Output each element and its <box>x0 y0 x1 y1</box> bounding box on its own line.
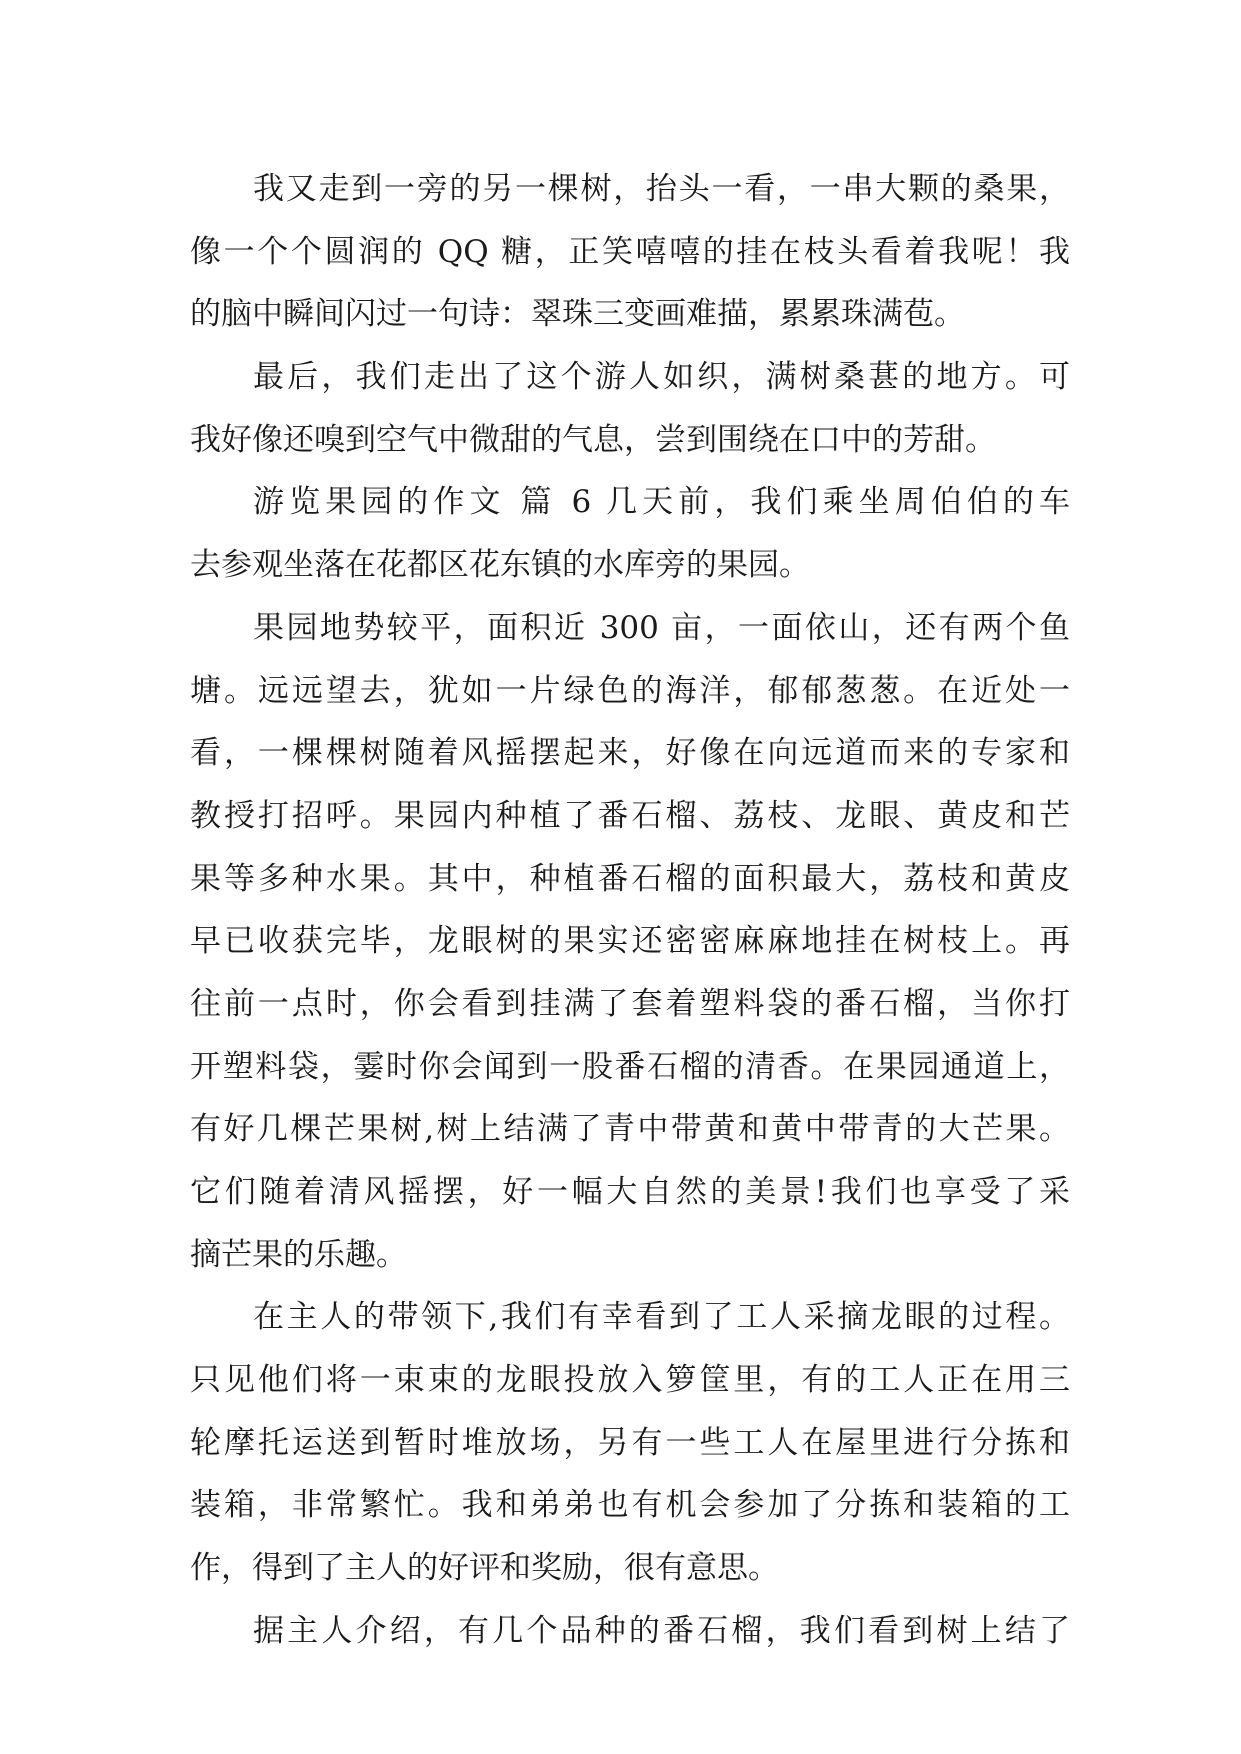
text-line: 摘芒果的乐趣。 <box>190 1236 407 1273</box>
text-line: 我又走到一旁的另一棵树，抬头一看，一串大颗的桑果， <box>253 171 1070 207</box>
text-line: 据主人介绍，有几个品种的番石榴，我们看到树上结了 <box>253 1612 1070 1649</box>
text-line: 最后，我们走出了这个游人如织，满树桑葚的地方。可 <box>253 359 1070 396</box>
text-line: 它们随着清风摇摆，好一幅大自然的美景!我们也享受了采 <box>190 1174 1070 1210</box>
text-line: 去参观坐落在花都区花东镇的水库旁的果园。 <box>190 547 810 584</box>
document-body <box>190 158 1070 1663</box>
text-line: 作，得到了主人的好评和奖励，很有意思。 <box>190 1550 779 1587</box>
text-line: 看，一棵棵树随着风摇摆起来，好像在向远道而来的专家和 <box>190 735 1070 772</box>
text-line: 有好几棵芒果树,树上结满了青中带黄和黄中带青的大芒果。 <box>190 1111 1070 1148</box>
text-line: 游览果园的作文 篇 6 几天前，我们乘坐周伯伯的车 <box>253 484 1070 521</box>
text-line: 装箱，非常繁忙。我和弟弟也有机会参加了分拣和装箱的工 <box>190 1487 1070 1524</box>
text-line: 塘。远远望去，犹如一片绿色的海洋，郁郁葱葱。在近处一 <box>190 672 1070 709</box>
text-line: 果园地势较平，面积近 300 亩，一面依山，还有两个鱼 <box>253 609 1070 646</box>
text-line: 的脑中瞬间闪过一句诗：翠珠三变画难描，累累珠满苞。 <box>190 296 965 333</box>
text-line: 开塑料袋，霎时你会闻到一股番石榴的清香。在果园通道上， <box>190 1048 1070 1085</box>
text-line: 在主人的带领下,我们有幸看到了工人采摘龙眼的过程。 <box>253 1299 1070 1336</box>
text-line: 教授打招呼。果园内种植了番石榴、荔枝、龙眼、黄皮和芒 <box>190 797 1070 834</box>
text-line: 我好像还嗅到空气中微甜的气息，尝到围绕在口中的芳甜。 <box>190 421 996 458</box>
text-line: 果等多种水果。其中，种植番石榴的面积最大，荔枝和黄皮 <box>190 860 1070 897</box>
text-line: 只见他们将一束束的龙眼投放入箩筐里，有的工人正在用三 <box>190 1362 1070 1399</box>
text-line: 轮摩托运送到暂时堆放场，另有一些工人在屋里进行分拣和 <box>190 1424 1070 1461</box>
text-line: 往前一点时，你会看到挂满了套着塑料袋的番石榴，当你打 <box>190 985 1070 1022</box>
text-line: 早已收获完毕，龙眼树的果实还密密麻麻地挂在树枝上。再 <box>190 923 1070 960</box>
text-line: 像一个个圆润的 QQ 糖，正笑嘻嘻的挂在枝头看着我呢！我 <box>190 233 1070 270</box>
